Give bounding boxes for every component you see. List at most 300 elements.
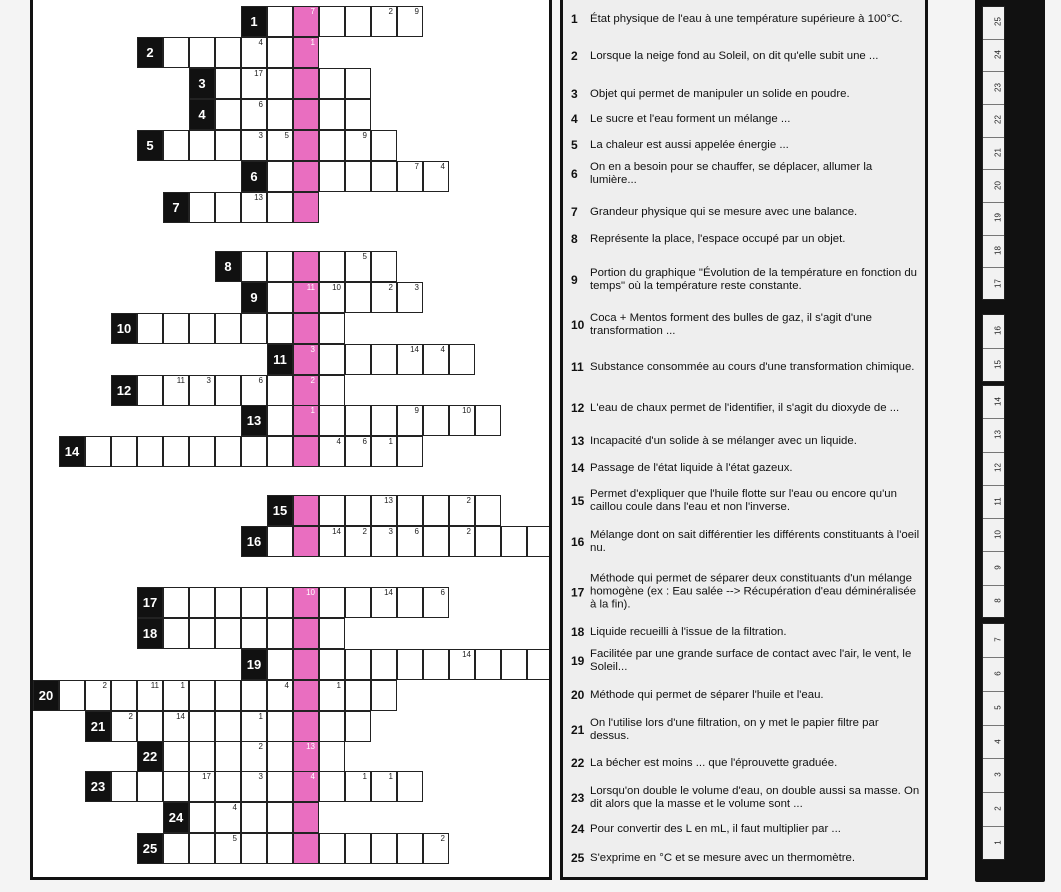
cell-hint-number: 6 [258, 376, 263, 385]
highlight-cell[interactable] [293, 771, 319, 802]
letter-cell[interactable] [137, 436, 163, 467]
letter-cell[interactable] [267, 526, 293, 557]
answer-slot-number: 8 [993, 598, 1003, 604]
letter-cell[interactable] [215, 37, 241, 68]
letter-cell[interactable] [345, 405, 371, 436]
letter-cell[interactable] [267, 833, 293, 864]
clue-text: L'eau de chaux permet de l'identifier, il s'agit du dioxyde de ... [590, 401, 900, 414]
clue-text: S'exprime en °C et se mesure avec un thermomètre. [590, 851, 856, 864]
letter-cell[interactable] [111, 680, 137, 711]
cell-hint-number: 1 [180, 681, 185, 690]
letter-cell[interactable] [345, 526, 371, 557]
letter-cell[interactable] [85, 436, 111, 467]
highlight-cell[interactable] [293, 130, 319, 161]
letter-cell[interactable] [163, 711, 189, 742]
highlight-cell[interactable] [293, 741, 319, 772]
letter-cell[interactable] [319, 99, 345, 130]
letter-cell[interactable] [111, 711, 137, 742]
cell-hint-number: 3 [414, 283, 419, 292]
highlight-cell[interactable] [293, 618, 319, 649]
letter-cell[interactable] [111, 436, 137, 467]
letter-cell[interactable] [345, 130, 371, 161]
letter-cell[interactable] [189, 771, 215, 802]
letter-cell[interactable] [163, 771, 189, 802]
letter-cell[interactable] [137, 711, 163, 742]
letter-cell[interactable] [267, 251, 293, 282]
clue-text: Facilitée par une grande surface de contact avec l'air, le vent, le Soleil... [590, 648, 912, 673]
letter-cell[interactable] [371, 833, 397, 864]
letter-cell[interactable] [345, 649, 371, 680]
letter-cell[interactable] [475, 526, 501, 557]
letter-cell[interactable] [319, 282, 345, 313]
letter-cell[interactable] [397, 161, 423, 192]
letter-cell[interactable] [215, 192, 241, 223]
answer-slot-number: 19 [993, 213, 1003, 223]
cell-hint-number: 4 [440, 162, 445, 171]
letter-cell[interactable] [449, 405, 475, 436]
letter-cell[interactable] [267, 130, 293, 161]
letter-cell[interactable] [267, 741, 293, 772]
clue-text: Lorsqu'on double le volume d'eau, on double aussi sa masse. On dit alors que la masse et le volume sont ... [590, 785, 920, 810]
letter-cell[interactable] [241, 375, 267, 406]
cell-hint-number: 14 [462, 650, 471, 659]
cell-hint-number: 1 [258, 712, 263, 721]
highlight-cell[interactable] [293, 282, 319, 313]
letter-cell[interactable] [371, 436, 397, 467]
letter-cell[interactable] [267, 37, 293, 68]
letter-cell[interactable] [345, 436, 371, 467]
highlight-cell[interactable] [293, 99, 319, 130]
crossword-grid [30, 0, 552, 880]
cell-hint-number: 10 [332, 283, 341, 292]
answer-slot-number: 7 [993, 637, 1003, 642]
answer-slot-divider [983, 418, 1004, 419]
letter-cell[interactable] [189, 833, 215, 864]
letter-cell[interactable] [267, 99, 293, 130]
clue-number-box: 22 [137, 741, 163, 772]
letter-cell[interactable] [345, 6, 371, 37]
answer-slot-divider [983, 518, 1004, 519]
letter-cell[interactable] [163, 587, 189, 618]
letter-cell[interactable] [371, 587, 397, 618]
highlight-cell[interactable] [293, 802, 319, 833]
letter-cell[interactable] [371, 405, 397, 436]
letter-cell[interactable] [319, 680, 345, 711]
letter-cell[interactable] [163, 313, 189, 344]
letter-cell[interactable] [319, 313, 345, 344]
letter-cell[interactable] [423, 833, 449, 864]
cell-hint-number: 7 [414, 162, 419, 171]
letter-cell[interactable] [319, 344, 345, 375]
clue-item [571, 434, 921, 448]
letter-cell[interactable] [423, 649, 449, 680]
clue-text: Grandeur physique qui se mesure avec une balance. [590, 205, 858, 218]
letter-cell[interactable] [319, 68, 345, 99]
letter-cell[interactable] [371, 130, 397, 161]
highlight-cell[interactable] [293, 344, 319, 375]
letter-cell[interactable] [215, 587, 241, 618]
letter-cell[interactable] [137, 313, 163, 344]
highlight-cell[interactable] [293, 526, 319, 557]
letter-cell[interactable] [163, 436, 189, 467]
letter-cell[interactable] [189, 741, 215, 772]
answer-slot-number: 3 [993, 772, 1003, 778]
clue-number: 12 [571, 401, 585, 415]
letter-cell[interactable] [371, 771, 397, 802]
letter-cell[interactable] [163, 618, 189, 649]
letter-cell[interactable] [319, 618, 345, 649]
letter-cell[interactable] [163, 130, 189, 161]
letter-cell[interactable] [267, 680, 293, 711]
letter-cell[interactable] [215, 802, 241, 833]
letter-cell[interactable] [397, 405, 423, 436]
cell-hint-number: 5 [284, 131, 289, 140]
clue-number: 3 [571, 87, 578, 101]
letter-cell[interactable] [267, 771, 293, 802]
letter-cell[interactable] [397, 6, 423, 37]
letter-cell[interactable] [527, 649, 552, 680]
clue-number-box: 6 [241, 161, 267, 192]
letter-cell[interactable] [241, 130, 267, 161]
letter-cell[interactable] [397, 587, 423, 618]
answer-slot-number: 24 [993, 50, 1003, 59]
letter-cell[interactable] [345, 711, 371, 742]
letter-cell[interactable] [423, 587, 449, 618]
cell-hint-number: 14 [410, 345, 419, 354]
answer-slot-divider [983, 792, 1004, 793]
clue-text: Méthode qui permet de séparer deux constituants d'un mélange homogène (ex : Eau salée --> Récupération d'eau déminéralisée à la fin). [590, 572, 917, 611]
letter-cell[interactable] [215, 680, 241, 711]
clue-number: 2 [571, 49, 578, 63]
clue-item [571, 688, 921, 702]
highlight-cell[interactable] [293, 405, 319, 436]
highlight-cell[interactable] [293, 495, 319, 526]
highlight-cell[interactable] [293, 436, 319, 467]
highlight-cell[interactable] [293, 37, 319, 68]
letter-cell[interactable] [397, 282, 423, 313]
answer-slot-divider [983, 202, 1004, 203]
highlight-cell[interactable] [293, 68, 319, 99]
letter-cell[interactable] [241, 618, 267, 649]
letter-cell[interactable] [215, 130, 241, 161]
letter-cell[interactable] [501, 526, 527, 557]
letter-cell[interactable] [241, 251, 267, 282]
clue-number-box: 13 [241, 405, 267, 436]
letter-cell[interactable] [163, 741, 189, 772]
letter-cell[interactable] [319, 741, 345, 772]
letter-cell[interactable] [423, 161, 449, 192]
clue-item [571, 401, 921, 415]
letter-cell[interactable] [215, 741, 241, 772]
letter-cell[interactable] [215, 375, 241, 406]
letter-cell[interactable] [241, 313, 267, 344]
clue-number: 1 [571, 12, 578, 26]
letter-cell[interactable] [267, 405, 293, 436]
letter-cell[interactable] [215, 833, 241, 864]
highlight-cell[interactable] [293, 649, 319, 680]
letter-cell[interactable] [137, 771, 163, 802]
letter-cell[interactable] [345, 68, 371, 99]
letter-cell[interactable] [319, 436, 345, 467]
letter-cell[interactable] [189, 680, 215, 711]
answer-slot-number: 13 [993, 429, 1003, 439]
clue-text: Mélange dont on sait différentier les différents constituants à l'oeil nu. [590, 529, 920, 554]
letter-cell[interactable] [215, 436, 241, 467]
letter-cell[interactable] [163, 375, 189, 406]
letter-cell[interactable] [189, 436, 215, 467]
letter-cell[interactable] [319, 833, 345, 864]
answer-strip [975, 0, 1045, 882]
letter-cell[interactable] [397, 436, 423, 467]
letter-cell[interactable] [475, 495, 501, 526]
clue-number: 17 [571, 585, 585, 599]
clue-item [571, 851, 921, 865]
letter-cell[interactable] [423, 344, 449, 375]
letter-cell[interactable] [319, 711, 345, 742]
letter-cell[interactable] [475, 405, 501, 436]
answer-slot-number: 11 [993, 496, 1003, 506]
cell-hint-number: 17 [202, 772, 211, 781]
answer-slot-number: 9 [993, 565, 1003, 570]
cell-hint-number: 2 [258, 742, 263, 751]
clue-number-box: 14 [59, 436, 85, 467]
letter-cell[interactable] [163, 833, 189, 864]
letter-cell[interactable] [371, 282, 397, 313]
letter-cell[interactable] [267, 587, 293, 618]
letter-cell[interactable] [137, 375, 163, 406]
letter-cell[interactable] [241, 833, 267, 864]
answer-slot-number: 18 [993, 246, 1003, 255]
letter-cell[interactable] [345, 251, 371, 282]
letter-cell[interactable] [319, 6, 345, 37]
letter-cell[interactable] [163, 37, 189, 68]
letter-cell[interactable] [267, 6, 293, 37]
letter-cell[interactable] [241, 587, 267, 618]
clue-text: Portion du graphique "Évolution de la température en fonction du temps" où la température reste constante. [590, 267, 917, 292]
letter-cell[interactable] [267, 375, 293, 406]
letter-cell[interactable] [371, 649, 397, 680]
clue-item [571, 461, 921, 475]
clue-number-box: 11 [267, 344, 293, 375]
letter-cell[interactable] [267, 68, 293, 99]
letter-cell[interactable] [267, 436, 293, 467]
letter-cell[interactable] [189, 37, 215, 68]
letter-cell[interactable] [189, 711, 215, 742]
letter-cell[interactable] [319, 405, 345, 436]
letter-cell[interactable] [371, 526, 397, 557]
letter-cell[interactable] [189, 313, 215, 344]
highlight-cell[interactable] [293, 192, 319, 223]
letter-cell[interactable] [215, 313, 241, 344]
clue-item [571, 625, 921, 639]
highlight-cell[interactable] [293, 313, 319, 344]
letter-cell[interactable] [397, 771, 423, 802]
clue-text: Le sucre et l'eau forment un mélange ... [590, 112, 791, 125]
cell-hint-number: 13 [254, 193, 263, 202]
letter-cell[interactable] [319, 375, 345, 406]
letter-cell[interactable] [319, 771, 345, 802]
letter-cell[interactable] [345, 161, 371, 192]
clue-number-box: 19 [241, 649, 267, 680]
letter-cell[interactable] [319, 526, 345, 557]
letter-cell[interactable] [241, 192, 267, 223]
answer-slot-number: 6 [993, 671, 1003, 676]
clue-text: La chaleur est aussi appelée énergie ... [590, 138, 789, 151]
letter-cell[interactable] [241, 802, 267, 833]
letter-cell[interactable] [85, 680, 111, 711]
cell-hint-number: 6 [258, 100, 263, 109]
letter-cell[interactable] [319, 495, 345, 526]
letter-cell[interactable] [215, 771, 241, 802]
letter-cell[interactable] [319, 587, 345, 618]
cell-hint-number: 7 [310, 7, 315, 16]
clue-number-box: 15 [267, 495, 293, 526]
letter-cell[interactable] [423, 405, 449, 436]
highlight-cell[interactable] [293, 711, 319, 742]
letter-cell[interactable] [449, 526, 475, 557]
letter-cell[interactable] [267, 192, 293, 223]
letter-cell[interactable] [241, 680, 267, 711]
answer-slot-number: 21 [993, 148, 1003, 157]
highlight-cell[interactable] [293, 375, 319, 406]
letter-cell[interactable] [111, 771, 137, 802]
clue-number: 10 [571, 318, 585, 332]
letter-cell[interactable] [241, 771, 267, 802]
letter-cell[interactable] [345, 495, 371, 526]
clue-number: 24 [571, 822, 585, 836]
highlight-cell[interactable] [293, 6, 319, 37]
letter-cell[interactable] [423, 495, 449, 526]
cell-hint-number: 6 [414, 527, 419, 536]
cell-hint-number: 2 [388, 283, 393, 292]
letter-cell[interactable] [241, 741, 267, 772]
letter-cell[interactable] [345, 833, 371, 864]
clue-text: Incapacité d'un solide à se mélanger avec un liquide. [590, 434, 857, 447]
letter-cell[interactable] [59, 680, 85, 711]
letter-cell[interactable] [371, 344, 397, 375]
letter-cell[interactable] [397, 495, 423, 526]
letter-cell[interactable] [345, 587, 371, 618]
cell-hint-number: 4 [440, 345, 445, 354]
answer-slot-number: 25 [993, 17, 1003, 27]
cell-hint-number: 3 [258, 131, 263, 140]
letter-cell[interactable] [319, 649, 345, 680]
clue-number-box: 9 [241, 282, 267, 313]
letter-cell[interactable] [345, 99, 371, 130]
cell-hint-number: 10 [306, 588, 315, 597]
clue-number: 13 [571, 434, 585, 448]
letter-cell[interactable] [215, 99, 241, 130]
letter-cell[interactable] [397, 344, 423, 375]
letter-cell[interactable] [241, 436, 267, 467]
letter-cell[interactable] [189, 618, 215, 649]
clue-number: 21 [571, 723, 585, 737]
clue-number-box: 20 [33, 680, 59, 711]
clue-number: 9 [571, 273, 578, 287]
letter-cell[interactable] [267, 802, 293, 833]
letter-cell[interactable] [241, 99, 267, 130]
letter-cell[interactable] [267, 649, 293, 680]
letter-cell[interactable] [449, 495, 475, 526]
letter-cell[interactable] [527, 526, 552, 557]
letter-cell[interactable] [345, 344, 371, 375]
clue-number: 23 [571, 791, 585, 805]
letter-cell[interactable] [189, 130, 215, 161]
letter-cell[interactable] [241, 37, 267, 68]
letter-cell[interactable] [215, 711, 241, 742]
answer-group [982, 385, 1005, 618]
letter-cell[interactable] [215, 618, 241, 649]
letter-cell[interactable] [189, 802, 215, 833]
answer-slot-divider [983, 485, 1004, 486]
highlight-cell[interactable] [293, 587, 319, 618]
letter-cell[interactable] [267, 161, 293, 192]
letter-cell[interactable] [397, 526, 423, 557]
letter-cell[interactable] [371, 495, 397, 526]
letter-cell[interactable] [371, 680, 397, 711]
letter-cell[interactable] [501, 649, 527, 680]
letter-cell[interactable] [267, 282, 293, 313]
letter-cell[interactable] [241, 68, 267, 99]
letter-cell[interactable] [371, 161, 397, 192]
letter-cell[interactable] [449, 649, 475, 680]
clue-item [571, 205, 921, 219]
letter-cell[interactable] [137, 680, 163, 711]
letter-cell[interactable] [215, 68, 241, 99]
cell-hint-number: 1 [310, 38, 315, 47]
letter-cell[interactable] [319, 251, 345, 282]
letter-cell[interactable] [267, 711, 293, 742]
answer-slot-divider [983, 758, 1004, 759]
clue-number: 19 [571, 654, 585, 668]
letter-cell[interactable] [189, 192, 215, 223]
letter-cell[interactable] [241, 711, 267, 742]
clue-number-box: 18 [137, 618, 163, 649]
cell-hint-number: 4 [310, 772, 315, 781]
letter-cell[interactable] [423, 526, 449, 557]
clue-number: 14 [571, 461, 585, 475]
highlight-cell[interactable] [293, 680, 319, 711]
clue-text: État physique de l'eau à une température supérieure à 100°C. [590, 12, 903, 25]
letter-cell[interactable] [267, 618, 293, 649]
letter-cell[interactable] [267, 313, 293, 344]
letter-cell[interactable] [189, 587, 215, 618]
letter-cell[interactable] [319, 161, 345, 192]
letter-cell[interactable] [397, 649, 423, 680]
letter-cell[interactable] [475, 649, 501, 680]
cell-hint-number: 2 [440, 834, 445, 843]
answer-slot-divider [983, 169, 1004, 170]
letter-cell[interactable] [397, 833, 423, 864]
highlight-cell[interactable] [293, 161, 319, 192]
letter-cell[interactable] [345, 680, 371, 711]
letter-cell[interactable] [371, 251, 397, 282]
cell-hint-number: 2 [102, 681, 107, 690]
letter-cell[interactable] [345, 282, 371, 313]
letter-cell[interactable] [345, 771, 371, 802]
letter-cell[interactable] [319, 130, 345, 161]
clue-number-box: 1 [241, 6, 267, 37]
letter-cell[interactable] [189, 375, 215, 406]
letter-cell[interactable] [371, 6, 397, 37]
highlight-cell[interactable] [293, 251, 319, 282]
highlight-cell[interactable] [293, 833, 319, 864]
answer-group [982, 6, 1005, 300]
letter-cell[interactable] [163, 680, 189, 711]
answer-slot-number: 14 [993, 396, 1003, 406]
cell-hint-number: 3 [206, 376, 211, 385]
letter-cell[interactable] [449, 344, 475, 375]
